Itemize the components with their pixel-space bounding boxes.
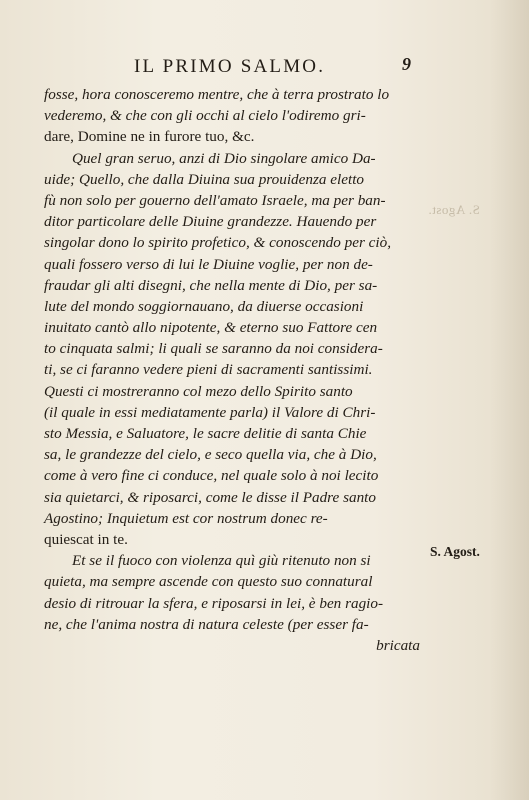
text-line: inuitato cantò allo nipotente, & eterno suo Fattore cen xyxy=(44,319,378,337)
text-line: fù non solo per gouerno dell'amato Israele, ma per ban- xyxy=(44,191,386,209)
text-line: sia quietarci, & riposarci, come le disse il Padre santo xyxy=(44,488,376,506)
text-line: fosse, hora conosceremo mentre, che à terra prostrato lo xyxy=(44,86,390,103)
body-text xyxy=(44,84,428,656)
text-line: to cinquata salmi; li quali se saranno da noi considera- xyxy=(44,340,383,358)
text-line: ti, se ci faranno vedere pieni di sacramenti santissimi. xyxy=(44,361,373,379)
text-line: fraudar gli alti disegni, che nella mente di Dio, per sa- xyxy=(44,276,378,294)
text-line: dare, Domine ne in furore tuo, &c. xyxy=(44,128,255,146)
text-line: Agostino; Inquietum est cor nostrum donec re- xyxy=(44,509,328,527)
text-line: vederemo, & che con gli occhi al cielo l'odiremo gri- xyxy=(44,107,366,125)
text-line: Et se il fuoco con violenza quì giù ritenuto non si xyxy=(72,552,371,570)
text-line: uide; Quello, che dalla Diuina sua prouidenza eletto xyxy=(44,170,365,188)
page-header xyxy=(0,54,529,78)
text-line: sto Messia, e Saluatore, le sacre delitie di santa Chie xyxy=(44,425,367,442)
text-line: ditor particolare delle Diuine grandezze. Hauendo per xyxy=(44,213,377,231)
text-line: Quel gran seruo, anzi di Dio singolare amico Da- xyxy=(72,149,376,167)
page-number: 9 xyxy=(402,54,411,74)
text-line: sa, le grandezze del cielo, e seco quella via, che à Dio, xyxy=(44,446,377,464)
text-line: ne, che l'anima nostra di natura celeste (per esser fa- xyxy=(44,615,369,633)
text-line: quieta, ma sempre ascende con questo suo connatural xyxy=(44,573,373,591)
text-line: lute del mondo soggiornauano, da diuerse occasioni xyxy=(44,297,364,315)
text-line: desio di ritrouar la sfera, e riposarsi in lei, è ben ragio- xyxy=(44,594,384,612)
text-line: quiescat in te. xyxy=(44,530,128,548)
running-title: IL PRIMO SALMO. xyxy=(134,56,326,77)
margin-note: S. Agost. xyxy=(430,544,480,559)
text-line: singolar dono lo spirito profetico, & conoscendo per ciò, xyxy=(44,234,392,252)
text-line: Questi ci mostreranno col mezo dello Spirito santo xyxy=(44,382,353,400)
catchword: bricata xyxy=(376,636,420,654)
text-line: (il quale in essi mediatamente parla) il Valore di Chri- xyxy=(44,403,376,421)
page-edge-shadow xyxy=(489,0,529,800)
bleed-through-text: S. Agost. xyxy=(428,202,480,217)
text-line: quali fossero verso di lui le Diuine voglie, per non de- xyxy=(44,255,373,273)
text-line: come à vero fine ci conduce, nel quale solo à noi lecito xyxy=(44,467,379,485)
